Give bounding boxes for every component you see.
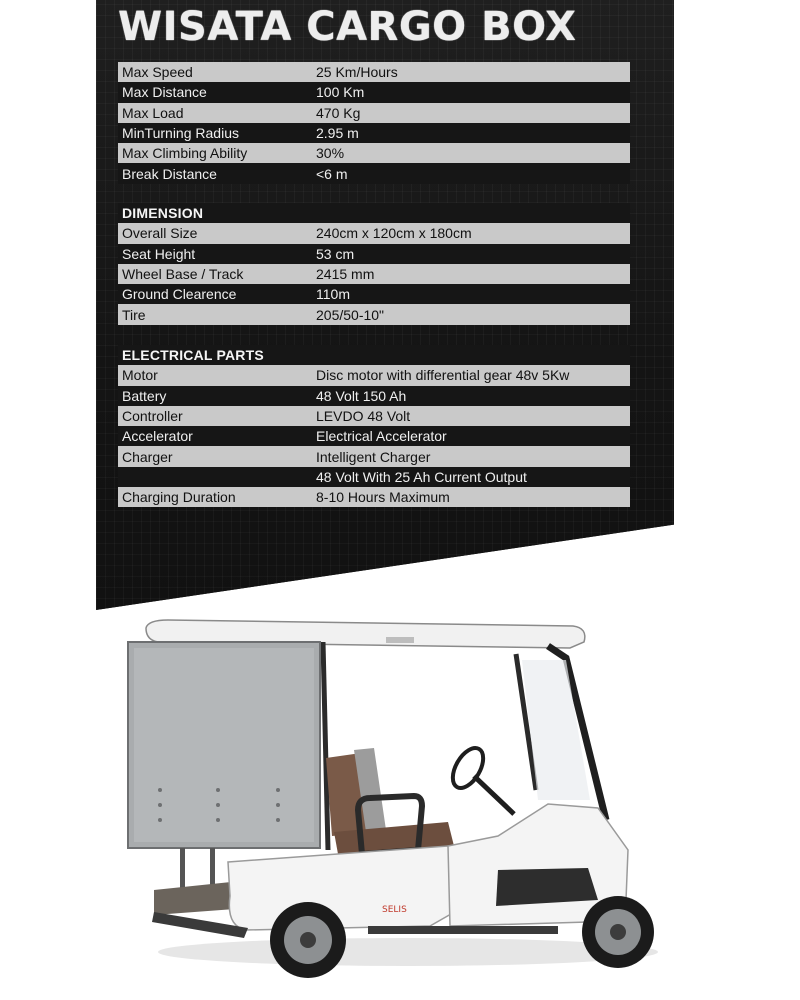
spec-value: 100 Km	[316, 84, 365, 101]
spec-row	[118, 143, 630, 163]
spec-row	[118, 244, 630, 264]
spec-label: Battery	[122, 387, 167, 404]
spec-section-general	[118, 62, 630, 184]
spec-row	[118, 365, 630, 385]
spec-value: 2415 mm	[316, 266, 375, 283]
spec-row	[118, 123, 630, 143]
spec-label: Max Load	[122, 104, 184, 121]
spec-value: 25 Km/Hours	[316, 64, 398, 81]
spec-value: 470 Kg	[316, 104, 361, 121]
spec-row	[118, 304, 630, 324]
spec-value: 48 Volt With 25 Ah Current Output	[316, 468, 527, 485]
spec-value: 48 Volt 150 Ah	[316, 387, 407, 404]
section-heading: ELECTRICAL PARTS	[118, 345, 630, 365]
spec-label: Wheel Base / Track	[122, 266, 244, 283]
spec-row	[118, 386, 630, 406]
golf-cart-image	[118, 600, 658, 980]
spec-label: Charger	[122, 448, 173, 465]
spec-label: Overall Size	[122, 225, 198, 242]
spec-row	[118, 163, 630, 183]
spec-value: 240cm x 120cm x 180cm	[316, 225, 472, 242]
spec-section-dimension	[118, 203, 630, 325]
spec-value: 8-10 Hours Maximum	[316, 489, 450, 506]
spec-label: Max Speed	[122, 64, 193, 81]
spec-label: Tire	[122, 306, 146, 323]
spec-value: LEVDO 48 Volt	[316, 408, 411, 425]
section-heading: DIMENSION	[118, 203, 630, 223]
spec-label: Break Distance	[122, 165, 217, 182]
spec-row	[118, 467, 630, 487]
spec-value: Electrical Accelerator	[316, 428, 447, 445]
spec-label: Ground Clearence	[122, 286, 237, 303]
spec-row	[118, 487, 630, 507]
spec-value: Disc motor with differential gear 48v 5Kw	[316, 367, 570, 384]
spec-row	[118, 426, 630, 446]
page-title: WISATA CARGO BOX	[118, 4, 577, 50]
spec-label: Charging Duration	[122, 489, 236, 506]
spec-label: Seat Height	[122, 245, 196, 262]
spec-value: 30%	[316, 145, 345, 162]
spec-value: 110m	[316, 286, 350, 303]
spec-value: <6 m	[316, 165, 348, 182]
spec-label: Max Climbing Ability	[122, 145, 248, 162]
spec-label: Controller	[122, 408, 183, 425]
cart-brand-label: SELIS	[382, 905, 407, 915]
spec-label: MinTurning Radius	[122, 125, 239, 142]
spec-label: Motor	[122, 367, 158, 384]
spec-label: Accelerator	[122, 428, 193, 445]
spec-row	[118, 446, 630, 466]
spec-row	[118, 406, 630, 426]
spec-row	[118, 284, 630, 304]
spec-row	[118, 82, 630, 102]
spec-value: 2.95 m	[316, 125, 359, 142]
spec-row	[118, 62, 630, 82]
spec-row	[118, 223, 630, 243]
spec-value: Intelligent Charger	[316, 448, 431, 465]
spec-row	[118, 264, 630, 284]
spec-row	[118, 103, 630, 123]
spec-value: 53 cm	[316, 245, 355, 262]
spec-value: 205/50-10"	[316, 306, 385, 323]
spec-label: Max Distance	[122, 84, 207, 101]
spec-section-electrical	[118, 345, 630, 507]
